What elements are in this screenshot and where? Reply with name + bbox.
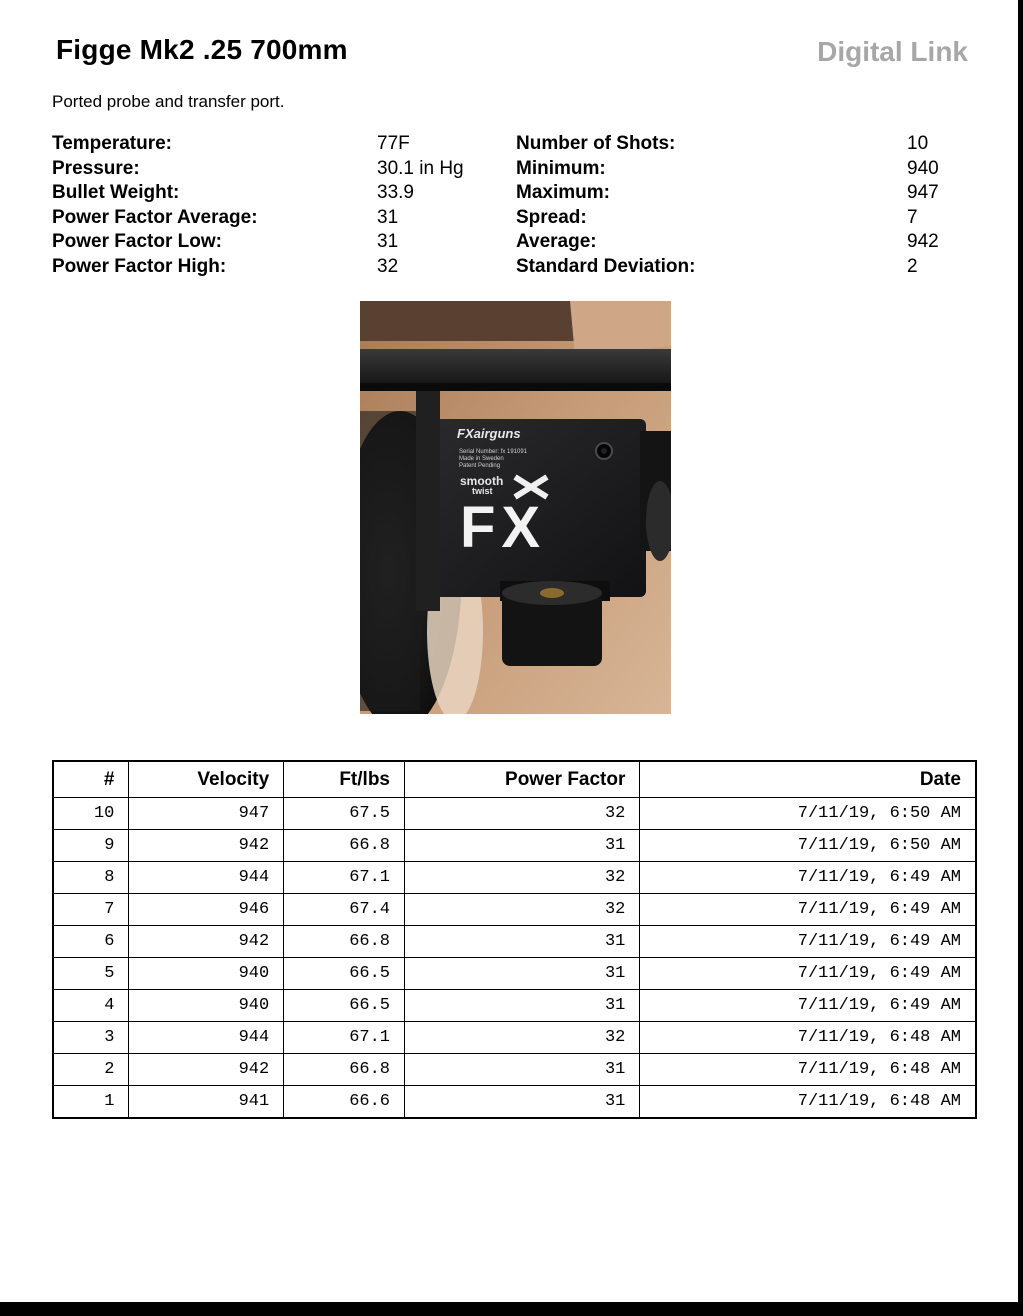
- stat-label: Power Factor Average:: [52, 206, 258, 228]
- cell-date: 7/11/19, 6:49 AM: [640, 894, 976, 926]
- stat-label: Power Factor High:: [52, 255, 227, 277]
- cell-number: 10: [53, 798, 129, 830]
- cell-number: 6: [53, 926, 129, 958]
- cell-date: 7/11/19, 6:49 AM: [640, 926, 976, 958]
- cell-ftlbs: 66.8: [284, 926, 405, 958]
- cell-number: 9: [53, 830, 129, 862]
- cell-velocity: 947: [129, 798, 284, 830]
- shots-table: [52, 760, 977, 1119]
- cell-velocity: 942: [129, 830, 284, 862]
- cell-velocity: 940: [129, 958, 284, 990]
- table-row: [53, 990, 976, 1022]
- table-row: [53, 894, 976, 926]
- photo-patent: Patent Pending: [459, 463, 501, 469]
- header-date: Date: [640, 761, 976, 798]
- stat-label: Average:: [516, 231, 597, 252]
- photo-made-in: Made in Sweden: [459, 456, 504, 462]
- cell-power-factor: 32: [405, 862, 640, 894]
- header-velocity: Velocity: [129, 761, 284, 798]
- cell-velocity: 941: [129, 1086, 284, 1119]
- cell-power-factor: 31: [405, 990, 640, 1022]
- cell-date: 7/11/19, 6:49 AM: [640, 958, 976, 990]
- stat-value: 31: [377, 206, 399, 228]
- cell-number: 5: [53, 958, 129, 990]
- stat-value: 10: [907, 133, 929, 154]
- stat-value: 33.9: [377, 182, 414, 203]
- table-row: [53, 830, 976, 862]
- stat-value: 942: [907, 231, 939, 252]
- stat-label: Power Factor Low:: [52, 231, 222, 252]
- stats-left-values: [377, 132, 464, 279]
- table-row: [53, 862, 976, 894]
- cell-number: 3: [53, 1022, 129, 1054]
- table-header-row: [53, 761, 976, 798]
- stat-label: Minimum:: [516, 157, 606, 179]
- stat-value: 7: [907, 206, 918, 228]
- cell-date: 7/11/19, 6:49 AM: [640, 862, 976, 894]
- cell-velocity: 942: [129, 1054, 284, 1086]
- cell-ftlbs: 66.5: [284, 958, 405, 990]
- stats-right-labels: [516, 132, 695, 279]
- cell-ftlbs: 66.8: [284, 1054, 405, 1086]
- cell-number: 4: [53, 990, 129, 1022]
- cell-power-factor: 31: [405, 958, 640, 990]
- cell-date: 7/11/19, 6:50 AM: [640, 830, 976, 862]
- table-row: [53, 1022, 976, 1054]
- cell-power-factor: 31: [405, 1086, 640, 1119]
- cell-ftlbs: 66.8: [284, 830, 405, 862]
- table-row: [53, 1054, 976, 1086]
- table-row: [53, 798, 976, 830]
- brand-label: Digital Link: [817, 36, 968, 67]
- cell-date: 7/11/19, 6:48 AM: [640, 1054, 976, 1086]
- cell-ftlbs: 66.5: [284, 990, 405, 1022]
- table-row: [53, 1086, 976, 1119]
- header-ftlbs: Ft/lbs: [284, 761, 405, 798]
- stat-value: 940: [907, 157, 939, 179]
- stat-value: 2: [907, 255, 918, 277]
- stat-value: 77F: [377, 133, 410, 154]
- header-power-factor: Power Factor: [405, 761, 640, 798]
- stat-label: Number of Shots:: [516, 133, 676, 154]
- cell-ftlbs: 66.6: [284, 1086, 405, 1119]
- cell-number: 8: [53, 862, 129, 894]
- cell-ftlbs: 67.5: [284, 798, 405, 830]
- stat-label: Maximum:: [516, 182, 610, 203]
- table-row: [53, 958, 976, 990]
- stat-label: Temperature:: [52, 133, 173, 154]
- rifle-photo: [360, 301, 671, 714]
- stat-label: Standard Deviation:: [516, 255, 696, 277]
- cell-power-factor: 31: [405, 1054, 640, 1086]
- table-row: [53, 926, 976, 958]
- cell-ftlbs: 67.1: [284, 862, 405, 894]
- cell-power-factor: 32: [405, 894, 640, 926]
- cell-date: 7/11/19, 6:48 AM: [640, 1022, 976, 1054]
- cell-date: 7/11/19, 6:49 AM: [640, 990, 976, 1022]
- stat-value: 31: [377, 231, 399, 252]
- cell-number: 7: [53, 894, 129, 926]
- cell-number: 2: [53, 1054, 129, 1086]
- photo-smooth: smooth: [460, 474, 504, 488]
- photo-big-logo: FX: [460, 495, 547, 560]
- stats-left-labels: [52, 132, 258, 279]
- stat-label: Pressure:: [52, 157, 140, 179]
- cell-power-factor: 32: [405, 798, 640, 830]
- photo-twist: twist: [472, 486, 493, 496]
- cell-date: 7/11/19, 6:50 AM: [640, 798, 976, 830]
- stat-label: Spread:: [516, 206, 587, 228]
- stat-label: Bullet Weight:: [52, 182, 180, 203]
- stats-right-values: [907, 132, 939, 279]
- cell-number: 1: [53, 1086, 129, 1119]
- cell-velocity: 944: [129, 862, 284, 894]
- cell-velocity: 944: [129, 1022, 284, 1054]
- header-number: #: [53, 761, 129, 798]
- photo-serial: Serial Number: fx 191091: [459, 449, 528, 455]
- cell-velocity: 942: [129, 926, 284, 958]
- cell-power-factor: 31: [405, 830, 640, 862]
- report-note: Ported probe and transfer port.: [52, 92, 285, 111]
- stat-value: 30.1 in Hg: [377, 157, 464, 179]
- cell-velocity: 946: [129, 894, 284, 926]
- cell-ftlbs: 67.4: [284, 894, 405, 926]
- page-title: Figge Mk2 .25 700mm: [56, 34, 348, 65]
- cell-power-factor: 32: [405, 1022, 640, 1054]
- cell-ftlbs: 67.1: [284, 1022, 405, 1054]
- cell-date: 7/11/19, 6:48 AM: [640, 1086, 976, 1119]
- stat-value: 32: [377, 255, 399, 277]
- cell-velocity: 940: [129, 990, 284, 1022]
- photo-logo-small: FXairguns: [457, 426, 521, 441]
- cell-power-factor: 31: [405, 926, 640, 958]
- stat-value: 947: [907, 182, 939, 203]
